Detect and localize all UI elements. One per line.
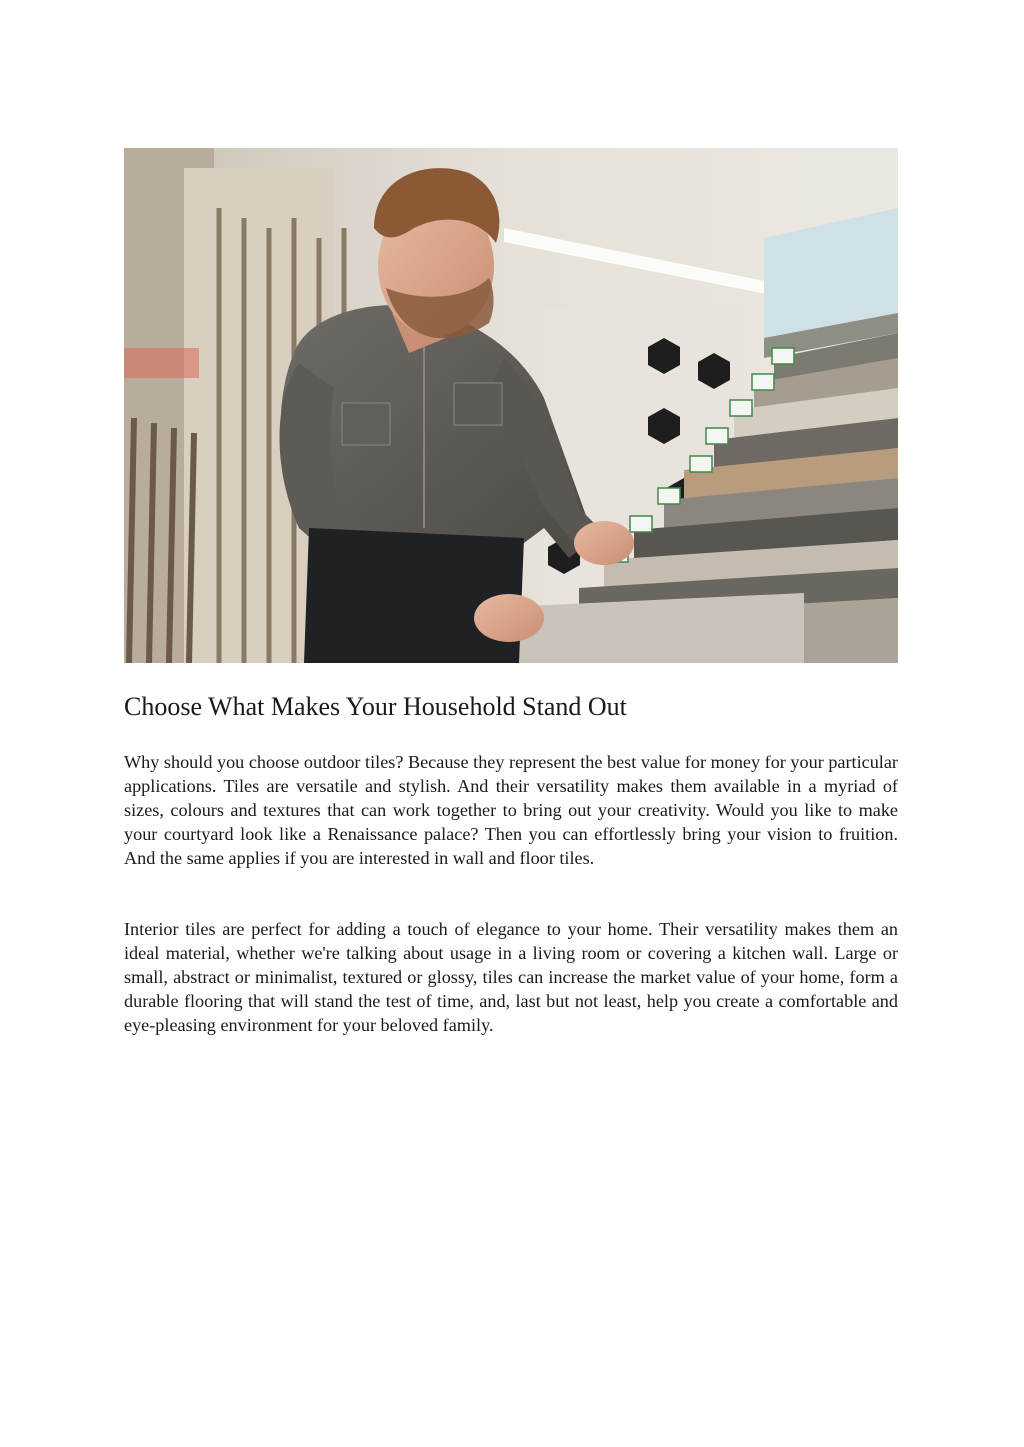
tile-showroom-photo xyxy=(124,148,898,663)
article-heading: Choose What Makes Your Household Stand Out xyxy=(124,692,627,721)
article-paragraph-outdoor-tiles: Why should you choose outdoor tiles? Because they represent the best value for money for your particular applications. Tiles are versatile and stylish. And their versatility makes them available in a myriad of sizes, colours and textures that can work together to bring out your creativity. Would you like to make your courtyard look like a Renaissance palace? Then you can effortlessly bring your vision to fruition. And the same applies if you are interested in wall and floor tiles. xyxy=(124,752,898,868)
article-paragraph-interior-tiles: Interior tiles are perfect for adding a touch of elegance to your home. Their versatility makes them an ideal material, whether we're talking about usage in a living room or covering a kitchen wall. Large or small, abstract or minimalist, textured or glossy, tiles can increase the market value of your home, form a durable flooring that will stand the test of time, and, last but not least, help you create a comfortable and eye-pleasing environment for your beloved family. xyxy=(124,919,898,1035)
